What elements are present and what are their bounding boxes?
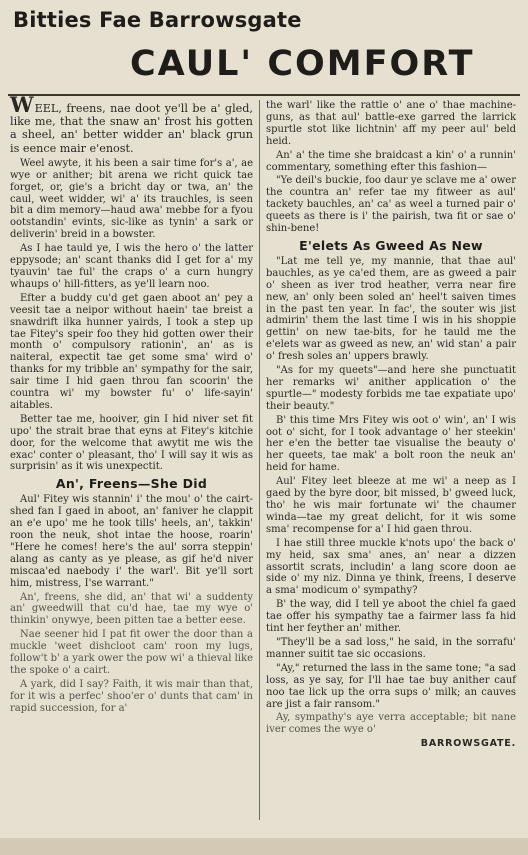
paragraph: B' the way, did I tell ye aboot the chiel fa gaed tae offer his sympathy tae a fairmer lass fa hid tint her feyther an' mither. bbox=[266, 599, 516, 635]
paragraph: Efter a buddy cu'd get gaen aboot an' pey a veesit tae a neipor without haein' tae breist a snawdrift ilka hunner yairds, I took a step up tae Fitey's speir foo they hid gotten ower their month o' compulsory rationin', an' as is naiteral, expectit tae get some sma' wird o' thanks for my tribble an' sympathy for the sair, sair time I hid gaen throu fan scoorin' the countra wi' my bowster fu' o' life-sayin' aitables. bbox=[10, 292, 253, 411]
column-divider bbox=[259, 100, 260, 820]
paragraph: Aul' Fitey leet bleeze at me wi' a neep as I gaed by the byre door, bit missed, b' gweed luck, tho' he wis mair fortunate wi' the chaumer winda—tae my great delicht, for it wis some sma' recompense for a' I hid gaen throu. bbox=[266, 476, 516, 535]
right-column bbox=[266, 100, 516, 750]
paragraph: the warl' like the rattle o' ane o' thae machine-guns, as that aul' battle-exe garred the larrick spurtle stot like lichtnin' aff my peer aul' beld heid. bbox=[266, 100, 516, 147]
subheading: E'elets As Gweed As New bbox=[299, 237, 483, 253]
header-rule bbox=[8, 94, 520, 96]
paragraph: Ay, sympathy's aye verra acceptable; bit nane iver comes the wye o' bbox=[266, 712, 516, 736]
lead-text: EEL, freens, nae doot ye'll be a' gled, like me, that the snaw an' frost his gotten a sheel, an' better widder an' black grun is eence mair e'enost. bbox=[10, 102, 253, 155]
paragraph: "Lat me tell ye, my mannie, that thae aul' bauchles, as ye ca'ed them, are as gweed a pair o' sheen as iver trod heather, verra near fire new, an' only been soled an' heel't saiven times in the past ten year. In fac', the souter wis jist admirin' them the last time I wis in his shoppie gettin' on new tae-bits, for he tauld me the e'elets war as gweed as new, an' wid stan' a pair o' fresh soles an' uppers brawly. bbox=[266, 255, 516, 363]
paragraph: As I hae tauld ye, I wis the hero o' the latter eppysode; an' scant thanks did I get for a' my tyauvin' tae ful' the craps o' a curn hungry whaups o' hill-fitters, as ye'll learn noo. bbox=[10, 243, 253, 290]
paragraph: Aul' Fitey wis stannin' i' the mou' o' the cairt-shed fan I gaed in aboot, an' faniver he clappit an e'e upo' me he took tills' heels, an', takkin' roon the neuk, shot intae the hoose, roarin' "Here he comes! here's the aul' sorra steppin' alang as canty as ye please, as gif he'd niver miscaa'ed naebody i' the warl'. Bit ye'll sort him, mistress, I'se warrant." bbox=[10, 494, 253, 589]
article-headline: CAUL' COMFORT bbox=[130, 44, 475, 84]
paragraph: "Ay," returned the lass in the same tone; "a sad loss, as ye say, for I'll hae tae buy anither cauf noo tae lick up the orra sups o' milk; an cauves are jist a fair ransom." bbox=[266, 662, 516, 710]
lead-paragraph bbox=[10, 92, 253, 155]
paragraph: Better tae me, hooiver, gin I hid niver set fit upo' the strait brae that eyns at Fitey's kitchie door, for the welcome that awytit me wis the exac' conter o' pleasant, tho' I will say it wis as surprisin' as it wis unexpectit. bbox=[10, 413, 253, 473]
paragraph: Weel awyte, it his been a sair time for's a', ae wye or anither; bit arena we richt quick tae forget, or, gie's a bricht day or twa, an' the caul, weet widder, wi' a' its trauchles, is seen bit a dim memory—haud awa' mebbe for a fyou ootstandin' evints, sic-like as tynin' a sark or deliverin' breid in a bowster. bbox=[10, 157, 253, 241]
column-kicker: Bitties Fae Barrowsgate bbox=[13, 8, 302, 32]
author-signature: BARROWSGATE. bbox=[420, 738, 516, 750]
paragraph: B' this time Mrs Fitey wis oot o' win', an' I wis oot o' sicht, for I took advantage o' her steekin' her e'en the better tae visualise the beauty o' her queets, tae mak' a bolt roon the neuk an' heid for hame. bbox=[266, 414, 516, 474]
paragraph: Nae seener hid I pat fit ower the door than a muckle 'weet dishcloot cam' roon my lugs, follow't b' a yark ower the pow wi' a thieval like the spoke o' a cairt. bbox=[10, 629, 253, 676]
paragraph: "Ye deil's buckie, foo daur ye sclave me a' ower the countra an' refer tae my fitweer as aul' tackety bauchles, an' ca' as weel a turned pair o' queets as there is i' the pairish, twa fit or sae o' shin-bene! bbox=[266, 175, 516, 235]
drop-cap: W bbox=[10, 92, 34, 117]
page-edge bbox=[0, 838, 528, 855]
paragraph: "As for my queets"—and here she punctuatit her remarks wi' anither application o' the spurtle—" modesty forbids me tae expatiate upo' their beauty." bbox=[266, 365, 516, 412]
paragraph: "They'll be a sad loss," he said, in the sorrafu' manner suitit tae sic occasions. bbox=[266, 636, 516, 660]
title-band bbox=[8, 6, 520, 94]
paragraph: A yark, did I say? Faith, it wis mair than that, for it wis a perfec' shoo'er o' dunts that cam' in rapid succession, for a' bbox=[10, 678, 253, 714]
paragraph: An', freens, she did, an' that wi' a suddenty an' gweedwill that cu'd hae, tae my wye o' thinkin' onywye, been pitten tae a better eese. bbox=[10, 591, 253, 627]
paragraph: I hae still three muckle k'nots upo' the back o' my heid, sax sma' anes, an' near a dizzen assortit scrats, includin' a lang score doon ae side o' my niz. Dinna ye think, freens, I deserve a sma' modicum o' sympathy? bbox=[266, 537, 516, 597]
left-column bbox=[10, 92, 253, 717]
paragraph: An' a' the time she braidcast a kin' o' a runnin' commentary, something efter this fashion— bbox=[266, 149, 516, 173]
subheading: An', Freens—She Did bbox=[55, 476, 208, 492]
